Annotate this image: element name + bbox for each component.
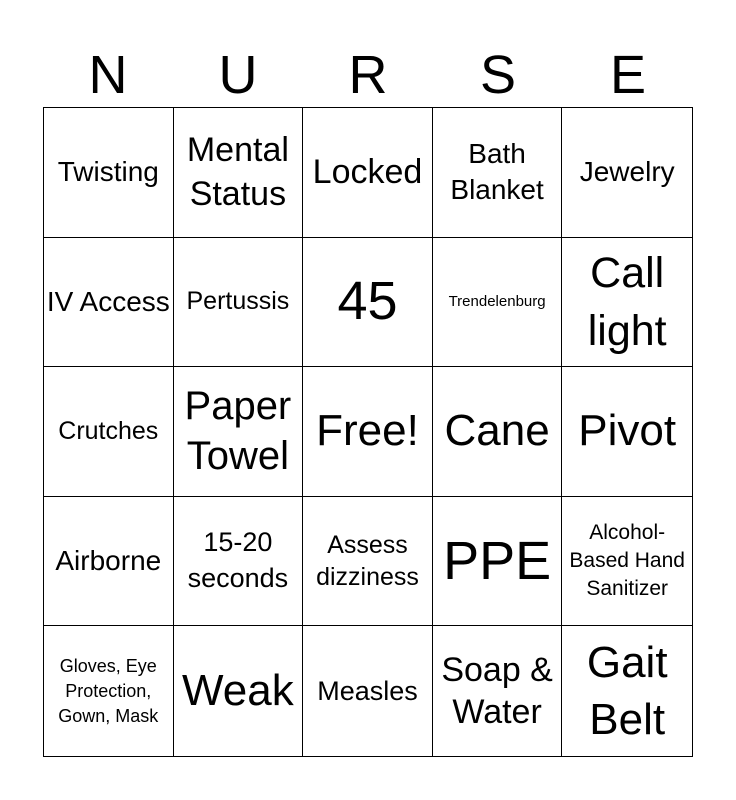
bingo-cell-r3c3	[303, 367, 433, 497]
bingo-cell-r2c5	[562, 238, 692, 368]
bingo-cell-r5c3	[303, 626, 433, 756]
bingo-cell-r3c4	[433, 367, 563, 497]
bingo-cell-r5c5	[562, 626, 692, 756]
cell-text: Pertussis	[186, 287, 290, 316]
bingo-cell-r1c5	[562, 108, 692, 238]
bingo-cell-r1c1	[44, 108, 174, 238]
cell-text: Jewelry	[579, 156, 675, 188]
cell-text: Call light	[587, 248, 667, 355]
bingo-cell-r4c2	[174, 497, 304, 627]
bingo-cell-r5c1	[44, 626, 174, 756]
header-letter-u: U	[218, 45, 258, 105]
header-letter-s: S	[479, 45, 517, 105]
cell-text: Locked	[312, 153, 423, 192]
cell-text: Measles	[317, 675, 418, 706]
cell-text: Mental Status	[186, 131, 289, 214]
bingo-cell-r5c4	[433, 626, 563, 756]
cell-text: IV Access	[46, 285, 170, 317]
cell-text: Weak	[182, 666, 294, 716]
bingo-cell-r4c5	[562, 497, 692, 627]
cell-text: Gloves, Eye Protection, Gown, Mask	[58, 655, 159, 726]
bingo-cell-r5c2	[174, 626, 304, 756]
cell-text: Soap & Water	[441, 650, 553, 732]
bingo-cell-r4c1	[44, 497, 174, 627]
bingo-cell-r2c3	[303, 238, 433, 368]
bingo-cell-r4c4	[433, 497, 563, 627]
bingo-board	[43, 107, 693, 757]
bingo-cell-r2c4	[433, 238, 563, 368]
header-letter-e: E	[609, 45, 647, 105]
bingo-header	[43, 42, 693, 108]
cell-text: Pivot	[578, 406, 677, 456]
cell-text: Alcohol-Based Hand Sanitizer	[569, 521, 685, 601]
cell-text: PPE	[443, 531, 552, 592]
cell-text: 45	[337, 271, 398, 332]
bingo-cell-r3c2	[174, 367, 304, 497]
cell-text: Crutches	[58, 416, 159, 445]
bingo-cell-r1c2	[174, 108, 304, 238]
header-letter-r: R	[348, 45, 388, 105]
header-letter-n: N	[88, 45, 128, 105]
bingo-cell-r3c5	[562, 367, 692, 497]
bingo-cell-r1c3	[303, 108, 433, 238]
bingo-cell-r4c3	[303, 497, 433, 627]
cell-text: Paper Towel	[184, 384, 292, 479]
bingo-cell-r1c4	[433, 108, 563, 238]
cell-text: Trendelenburg	[448, 293, 546, 311]
cell-text: Free!	[316, 406, 419, 456]
bingo-cell-r2c1	[44, 238, 174, 368]
cell-text: Bath Blanket	[450, 137, 544, 206]
cell-text: Gait Belt	[586, 638, 668, 745]
bingo-cell-r2c2	[174, 238, 304, 368]
cell-text: 15-20 seconds	[187, 527, 289, 594]
cell-text: Twisting	[57, 156, 159, 188]
cell-text: Airborne	[55, 545, 162, 577]
cell-text: Cane	[444, 406, 550, 456]
bingo-cell-r3c1	[44, 367, 174, 497]
cell-text: Assess dizziness	[316, 530, 419, 592]
